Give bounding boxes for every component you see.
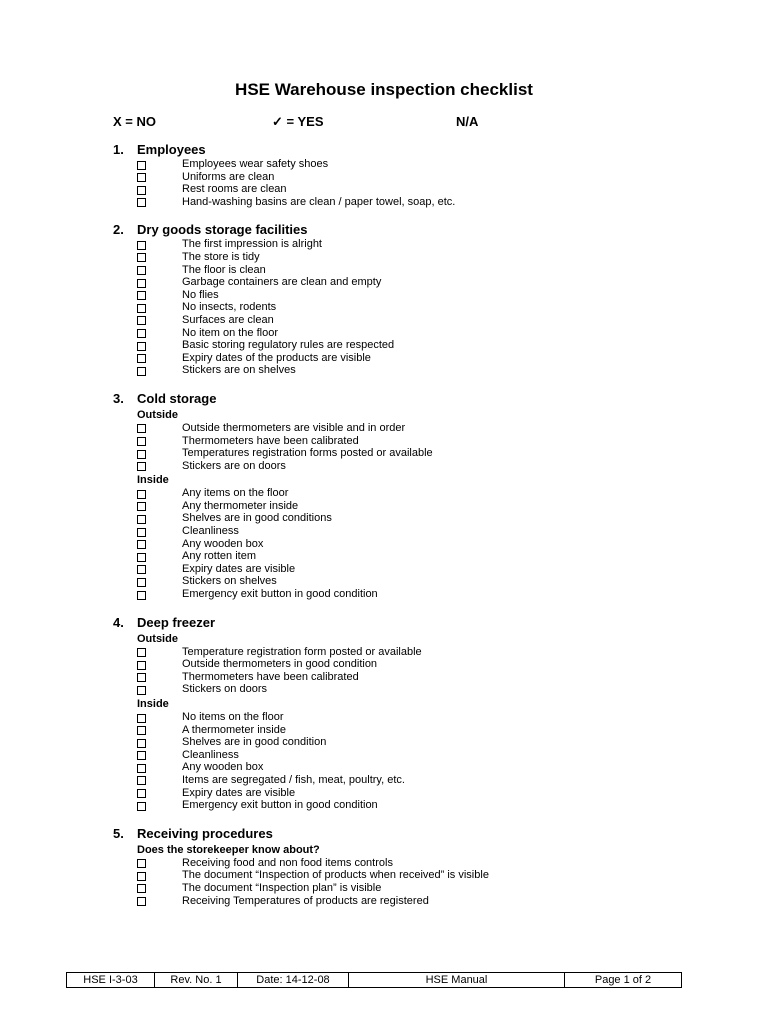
checklist-item: [113, 787, 713, 800]
checklist-item-label: The document “Inspection of products when received” is visible: [182, 869, 489, 882]
section-title: Receiving procedures: [137, 825, 273, 841]
checkbox[interactable]: [137, 661, 146, 670]
checklist-section: [113, 221, 713, 377]
checkbox[interactable]: [137, 437, 146, 446]
checklist-item: [113, 550, 713, 563]
checkbox[interactable]: [137, 316, 146, 325]
checklist-item: [113, 314, 713, 327]
checklist-item: [113, 711, 713, 724]
checklist-item-label: Stickers are on doors: [182, 459, 286, 472]
checklist-item-label: The document “Inspection plan” is visible: [182, 881, 382, 894]
checklist-item: [113, 289, 713, 302]
checklist-section: [113, 390, 713, 601]
checklist-item-label: Temperatures registration forms posted or available: [182, 447, 433, 460]
checklist-section: [113, 614, 713, 812]
checkbox[interactable]: [137, 553, 146, 562]
checklist-item: [113, 171, 713, 184]
checkbox[interactable]: [137, 367, 146, 376]
checklist-item: [113, 799, 713, 812]
section-number: 1.: [113, 142, 124, 157]
checkbox[interactable]: [137, 751, 146, 760]
checklist-item: [113, 588, 713, 601]
subsection-heading: Does the storekeeper know about?: [137, 843, 320, 856]
checklist-item-label: Basic storing regulatory rules are respected: [182, 339, 395, 352]
section-heading: [113, 825, 713, 842]
checklist-item-label: No items on the floor: [182, 711, 284, 723]
checklist-item-label: Receiving food and non food items controls: [182, 856, 393, 869]
checklist-item-label: Employees wear safety shoes: [182, 158, 329, 170]
section-number: 5.: [113, 825, 124, 841]
checkbox[interactable]: [137, 802, 146, 811]
checklist-item-label: Items are segregated / fish, meat, poultry, etc.: [182, 773, 405, 786]
checklist-item-label: No item on the floor: [182, 326, 278, 339]
checklist-item-label: Any thermometer inside: [182, 499, 299, 512]
checklist-item: [113, 646, 713, 659]
checkbox[interactable]: [137, 673, 146, 682]
checkbox[interactable]: [137, 241, 146, 250]
footer-doc-code: HSE I-3-03: [67, 973, 155, 987]
section-heading: [113, 614, 713, 631]
checkbox[interactable]: [137, 789, 146, 798]
checklist-item: [113, 435, 713, 448]
checklist-item: [113, 183, 713, 196]
checkbox[interactable]: [137, 515, 146, 524]
checklist-item: [113, 276, 713, 289]
checklist-item: [113, 512, 713, 525]
checklist-item: [113, 869, 713, 882]
checklist-item: [113, 251, 713, 264]
checklist-item: [113, 238, 713, 251]
checklist-item: [113, 447, 713, 460]
checkbox[interactable]: [137, 686, 146, 695]
checklist-item: [113, 301, 713, 314]
checkbox[interactable]: [137, 726, 146, 735]
checkbox[interactable]: [137, 462, 146, 471]
checkbox[interactable]: [137, 591, 146, 600]
checkbox[interactable]: [137, 739, 146, 748]
section-heading: [113, 390, 713, 407]
checklist-item-label: Stickers are on shelves: [182, 364, 296, 377]
checklist-item-label: Garbage containers are clean and empty: [182, 276, 382, 289]
checklist-item-label: Emergency exit button in good condition: [182, 799, 378, 812]
checklist-item-label: Thermometers have been calibrated: [182, 434, 359, 447]
checklist: [113, 141, 713, 920]
checklist-item-label: Stickers on doors: [182, 683, 267, 696]
checkbox[interactable]: [137, 764, 146, 773]
subsection-heading: Inside: [137, 698, 169, 710]
checklist-item-label: Any wooden box: [182, 537, 264, 550]
checklist-item-label: Any rotten item: [182, 550, 256, 563]
checkbox[interactable]: [137, 872, 146, 881]
checkbox[interactable]: [137, 253, 146, 262]
checklist-item-label: No insects, rodents: [182, 301, 277, 314]
answer-legend: [0, 114, 768, 132]
subsection-heading: Outside: [137, 632, 178, 645]
subsection-heading: Inside: [137, 474, 169, 487]
checklist-item-label: The store is tidy: [182, 250, 260, 263]
checklist-item-label: Cleanliness: [182, 525, 239, 538]
checklist-item: [113, 761, 713, 774]
checklist-item-label: Expiry dates of the products are visible: [182, 351, 371, 364]
checklist-item: [113, 736, 713, 749]
checklist-item: [113, 460, 713, 473]
checklist-item: [113, 683, 713, 696]
checklist-item-label: Shelves are in good conditions: [182, 512, 332, 525]
section-heading: [113, 221, 713, 238]
checklist-item-label: Rest rooms are clean: [182, 183, 287, 196]
checkbox[interactable]: [137, 279, 146, 288]
legend-na: N/A: [456, 114, 479, 129]
checklist-item: [113, 563, 713, 576]
checkbox[interactable]: [137, 502, 146, 511]
checklist-item-label: Receiving Temperatures of products are registered: [182, 894, 429, 907]
checklist-item: [113, 339, 713, 352]
checklist-item-label: Hand-washing basins are clean / paper towel, soap, etc.: [182, 195, 456, 208]
checklist-item-label: Thermometers have been calibrated: [182, 670, 359, 683]
checklist-item-label: Uniforms are clean: [182, 170, 275, 183]
checkbox[interactable]: [137, 859, 146, 868]
checklist-item: [113, 487, 713, 500]
footer-revision: Rev. No. 1: [155, 973, 238, 987]
checklist-item: [113, 327, 713, 340]
checklist-item-label: Surfaces are clean: [182, 313, 274, 326]
checkbox[interactable]: [137, 354, 146, 363]
section-title: Deep freezer: [137, 614, 216, 630]
document-footer: [66, 972, 682, 988]
checkbox[interactable]: [137, 776, 146, 785]
section-title: Dry goods storage facilities: [137, 222, 308, 238]
checklist-item-label: Outside thermometers in good condition: [182, 658, 378, 671]
checklist-section: [113, 141, 713, 208]
checklist-item: [113, 264, 713, 277]
checkbox[interactable]: [137, 266, 146, 275]
checklist-item: [113, 538, 713, 551]
checkbox[interactable]: [137, 329, 146, 338]
checkbox[interactable]: [137, 186, 146, 195]
legend-no: X = NO: [113, 114, 156, 129]
checklist-item: [113, 352, 713, 365]
checklist-item-label: Any items on the floor: [182, 487, 289, 500]
checkbox[interactable]: [137, 648, 146, 657]
checkbox[interactable]: [137, 884, 146, 893]
checklist-item: [113, 525, 713, 538]
checklist-item: [113, 158, 713, 171]
footer-date: Date: 14-12-08: [238, 973, 349, 987]
checklist-item: [113, 724, 713, 737]
legend-yes: ✓ = YES: [272, 114, 324, 129]
checklist-item: [113, 895, 713, 908]
checkbox[interactable]: [137, 173, 146, 182]
checklist-item: [113, 364, 713, 377]
checklist-item: [113, 658, 713, 671]
checkbox[interactable]: [137, 450, 146, 459]
section-number: 3.: [113, 390, 124, 406]
checklist-item-label: Expiry dates are visible: [182, 786, 296, 799]
section-number: 2.: [113, 222, 124, 238]
checkbox[interactable]: [137, 540, 146, 549]
subsection-heading: Outside: [137, 408, 178, 421]
checklist-item-label: Temperature registration form posted or available: [182, 645, 422, 658]
checklist-item: [113, 749, 713, 762]
checklist-item-label: Stickers on shelves: [182, 575, 277, 588]
checklist-item: [113, 575, 713, 588]
section-title: Employees: [137, 142, 206, 157]
checkbox[interactable]: [137, 897, 146, 906]
checklist-item-label: Expiry dates are visible: [182, 562, 296, 575]
checkbox[interactable]: [137, 565, 146, 574]
checkbox[interactable]: [137, 304, 146, 313]
checklist-item: [113, 196, 713, 209]
checklist-item-label: A thermometer inside: [182, 723, 286, 736]
checklist-item: [113, 500, 713, 513]
footer-page: Page 1 of 2: [594, 974, 652, 986]
checklist-item-label: No flies: [182, 288, 219, 301]
checklist-item-label: Outside thermometers are visible and in order: [182, 421, 406, 434]
checklist-section: [113, 825, 713, 907]
document-title: HSE Warehouse inspection checklist: [235, 80, 533, 99]
checklist-item-label: The floor is clean: [182, 263, 266, 276]
section-title: Cold storage: [137, 390, 217, 406]
checklist-item: [113, 422, 713, 435]
checkbox[interactable]: [137, 342, 146, 351]
footer-manual: HSE Manual: [349, 973, 565, 987]
checkbox[interactable]: [137, 198, 146, 207]
checkbox[interactable]: [137, 291, 146, 300]
checklist-item-label: The first impression is alright: [182, 238, 322, 251]
checklist-item: [113, 857, 713, 870]
section-heading: [113, 141, 713, 158]
checklist-item-label: Cleanliness: [182, 748, 239, 761]
checkbox[interactable]: [137, 528, 146, 537]
checkbox[interactable]: [137, 424, 146, 433]
checklist-item-label: Emergency exit button in good condition: [182, 588, 378, 601]
checkbox[interactable]: [137, 578, 146, 587]
checklist-item-label: Any wooden box: [182, 761, 264, 774]
checklist-item-label: Shelves are in good condition: [182, 736, 327, 749]
section-number: 4.: [113, 614, 124, 630]
checklist-item: [113, 774, 713, 787]
checklist-item: [113, 671, 713, 684]
checkbox[interactable]: [137, 490, 146, 499]
checklist-item: [113, 882, 713, 895]
checkbox[interactable]: [137, 161, 146, 170]
checkbox[interactable]: [137, 714, 146, 723]
